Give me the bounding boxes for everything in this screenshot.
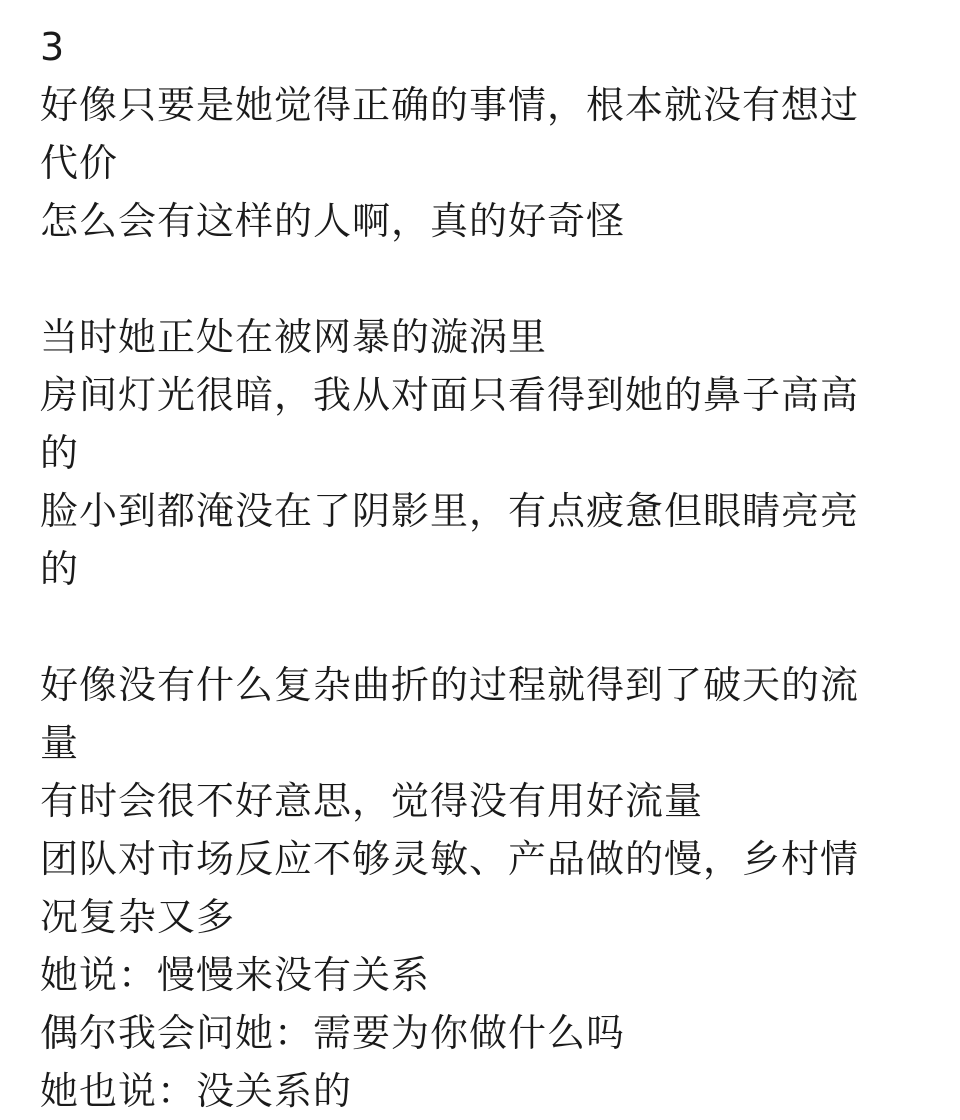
text-line: 当时她正处在被网暴的漩涡里 <box>40 315 548 359</box>
text-line: 的 <box>40 431 80 475</box>
text-line: 脸小到都淹没在了阴影里，有点疲惫但眼睛亮亮 <box>40 489 860 533</box>
text-line: 团队对市场反应不够灵敏、产品做的慢，乡村情 <box>40 837 860 881</box>
document-body <box>40 18 940 1120</box>
text-line: 况复杂又多 <box>40 895 236 939</box>
text-line: 量 <box>40 721 80 765</box>
text-line: 偶尔我会问她：需要为你做什么吗 <box>40 1011 626 1055</box>
text-line: 好像只要是她觉得正确的事情，根本就没有想过 <box>40 83 860 127</box>
text-line: 有时会很不好意思，觉得没有用好流量 <box>40 779 704 823</box>
text-line: 好像没有什么复杂曲折的过程就得到了破天的流 <box>40 663 860 707</box>
blank-line <box>40 598 940 656</box>
text-line: 3 <box>40 25 66 69</box>
text-line: 的 <box>40 547 80 591</box>
text-line: 房间灯光很暗，我从对面只看得到她的鼻子高高 <box>40 373 860 417</box>
text-line: 代价 <box>40 141 119 185</box>
text-line: 她说：慢慢来没有关系 <box>40 953 431 997</box>
text-line: 怎么会有这样的人啊，真的好奇怪 <box>40 199 626 243</box>
text-line: 她也说：没关系的 <box>40 1069 353 1113</box>
blank-line <box>40 250 940 308</box>
